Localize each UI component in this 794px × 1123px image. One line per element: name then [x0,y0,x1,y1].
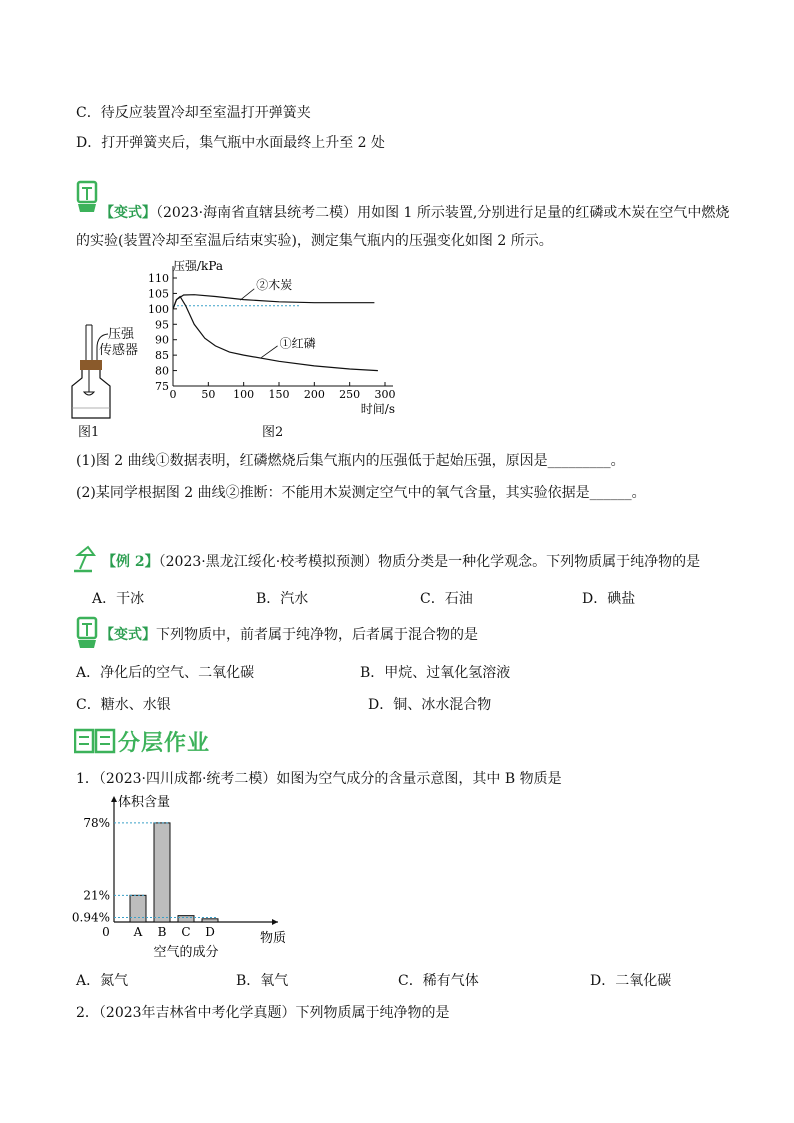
sensor-label-b: 传感器 [99,343,139,358]
chart-caption: 空气的成分 [153,945,219,960]
x-tick-label: 100 [233,388,255,401]
variant2-opt-b: B．甲烷、过氧化氢溶液 [360,665,511,681]
y-tick-label: 75 [155,380,169,393]
y-tick-label: 78% [83,815,110,830]
bookmark-icon [76,616,98,650]
x-axis-arrow [272,919,278,925]
pressure-chart [130,256,410,420]
bar [202,919,218,922]
series-label: ①红磷 [279,336,316,351]
x-tick-label: 50 [201,388,216,401]
variant1-line2: 的实验(装置冷却至室温后结束实验)，测定集气瓶内的压强变化如图 2 所示。 [76,233,553,249]
homework-q1-opt-c: C．稀有气体 [398,973,479,989]
y-tick-label: 0.94% [71,910,110,925]
homework-q1: 1．（2023·四川成都·统考二模）如图为空气成分的含量示意图，其中 B 物质是 [76,771,562,787]
example2-opt-d: D．碘盐 [582,591,636,607]
homework-icon [74,728,116,754]
variant1-line1: 【变式】（2023·海南省直辖县统考二模）用如图 1 所示装置,分别进行足量的红磷或木炭在空气中燃烧 [100,205,730,221]
y-axis-arrow [111,796,117,802]
x-tick-label: 200 [303,388,325,401]
homework-q1-opt-d: D．二氧化碳 [590,973,672,989]
series-line [173,297,378,371]
bar [178,916,194,922]
y-tick-label: 100 [148,302,169,316]
example2-opt-b: B．汽水 [256,591,309,607]
y-tick-label: 85 [155,349,169,363]
x-axis-label: 时间/s [360,402,395,416]
series-line [173,295,374,309]
example2-opt-c: C．石油 [420,591,473,607]
x-axis-label: 物质 [260,931,287,946]
leader-line [240,289,254,300]
variant2-question: 【变式】下列物质中，前者属于纯净物，后者属于混合物的是 [100,627,478,643]
homework-title: 分层作业 [118,731,211,756]
y-axis-label: 压强/kPa [173,259,224,273]
variant2-opt-a: A．净化后的空气、二氧化碳 [76,665,255,681]
option-c: C．待反应装置冷却至室温打开弹簧夹 [76,105,311,121]
origin-label: 0 [102,925,110,939]
figure1-caption: 图1 [78,425,100,440]
category-label: B [157,925,167,939]
category-label: C [181,925,191,939]
y-tick-label: 95 [155,318,169,332]
figure2-caption: 图2 [262,425,284,440]
example2-question: 【例 2】（2023·黑龙江绥化·校考模拟预测）物质分类是一种化学观念。下列物质属于纯净物的是 [102,554,701,570]
variant1-q1: (1)图 2 曲线①数据表明，红磷燃烧后集气瓶内的压强低于起始压强，原因是_________。 [76,453,625,469]
bar [154,823,170,922]
x-tick-label: 0 [169,388,177,401]
y-tick-label: 105 [148,287,169,301]
air-composition-chart [68,794,308,960]
series-label: ②木炭 [256,277,293,292]
homework-q2: 2．（2023年吉林省中考化学真题）下列物质属于纯净物的是 [76,1005,450,1021]
x-tick-label: 300 [374,388,396,401]
option-d: D．打开弹簧夹后，集气瓶中水面最终上升至 2 处 [76,135,386,151]
category-label: A [133,925,143,939]
homework-q1-opt-b: B．氧气 [236,973,289,989]
variant2-opt-d: D．铜、冰水混合物 [368,697,492,713]
sensor-label-a: 压强 [108,327,135,342]
y-tick-label: 80 [155,364,169,378]
y-tick-label: 110 [148,272,169,285]
variant2-opt-c: C．糖水、水银 [76,697,171,713]
lamp-icon [72,545,102,575]
leader-line [261,346,277,358]
x-tick-label: 250 [339,388,361,401]
y-tick-label: 21% [83,888,110,903]
homework-q1-opt-a: A．氮气 [76,973,129,989]
y-tick-label: 90 [155,333,169,347]
bookmark-icon [76,180,98,214]
variant1-q2: (2)某同学根据图 2 曲线②推断：不能用木炭测定空气中的氧气含量，其实验依据是______。 [76,485,646,501]
x-tick-label: 150 [268,388,290,401]
category-label: D [205,925,215,939]
example2-opt-a: A．干冰 [92,591,145,607]
y-axis-label: 体积含量 [118,795,171,810]
